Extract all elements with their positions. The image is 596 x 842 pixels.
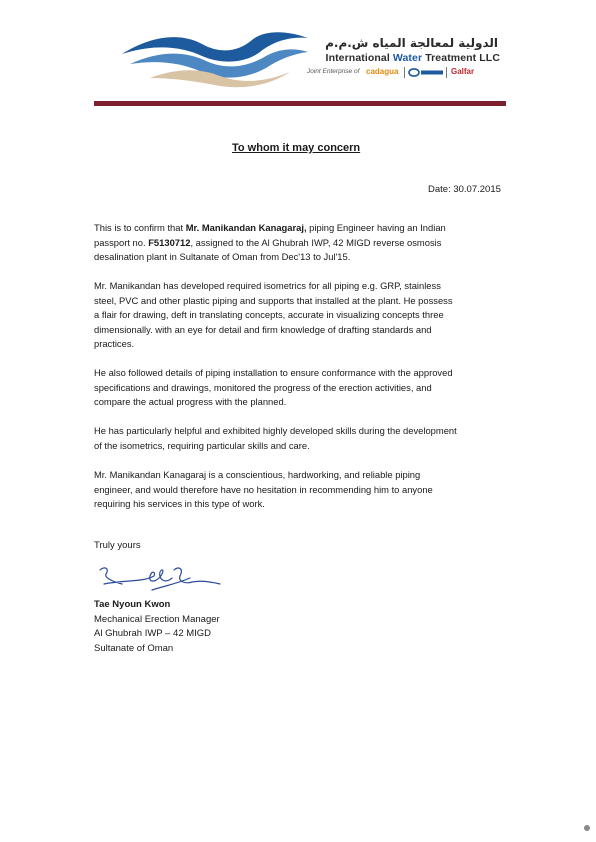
cadagua-logo: cadagua [366,67,399,76]
signatory-project: Al Ghubrah IWP – 42 MIGD [94,628,212,639]
paragraph-line: He also followed details of piping installation to ensure conformance with the approved [94,367,453,378]
passport-number: F5130712 [148,236,191,248]
paragraph-line: of the isometrics, requiring particular skills and care. [94,439,310,451]
paragraph-line: requiring his services in this type of work. [94,498,265,509]
partner-divider [446,67,447,78]
galfar-logo: Galfar [451,67,475,76]
signatory-block [94,598,220,656]
paragraph-isometrics [94,279,518,352]
text-run: This is to confirm that [94,222,186,233]
employee-name: Mr. Manikandan Kanagaraj, [185,222,307,233]
paragraph-installation [94,366,518,410]
paragraph-line: a flair for drawing, deft in translating concepts, accurate in visualizing concepts three [94,309,444,320]
paragraph-line: engineer, and would therefore have no hesitation in recommending him to anyone [94,483,433,495]
company-name-prefix: International [325,52,393,64]
paragraph-line: He has particularly helpful and exhibited highly developed skills during the development [94,425,457,436]
closing-salutation: Truly yours [94,540,141,551]
paragraph-skills [94,424,518,453]
gs-partner-logo [408,68,444,77]
paragraph-line [94,221,518,236]
signatory-name: Tae Nyoun Kwon [94,599,171,610]
scan-dot [584,825,590,831]
paragraph-line: compare the actual progress with the planned. [94,396,287,407]
paragraph-line: desalination plant in Sultanate of Oman from Dec'13 to Jul'15. [94,251,351,262]
letterhead-rule [94,101,506,106]
company-logo-waves [120,26,310,90]
paragraph-line: Mr. Manikandan has developed required isometrics for all piping e.g. GRP, stainless [94,280,441,291]
letter-date: Date: 30.07.2015 [428,184,501,195]
signatory-country: Sultanate of Oman [94,642,174,654]
text-run: , assigned to the Al Ghubrah IWP, 42 MIGD reverse osmosis [190,236,442,248]
letter-title: To whom it may concern [232,142,361,154]
text-run: piping Engineer having an Indian [306,222,446,233]
paragraph-confirmation [94,221,518,265]
paragraph-line: steel, PVC and other plastic piping and supports that installed at the plant. He possess [94,294,453,306]
company-name-water: Water [392,52,423,64]
signatory-position: Mechanical Erection Manager [94,613,220,625]
joint-enterprise-label: Joint Enterprise of [307,68,360,75]
joint-enterprise-line [305,67,500,79]
paragraph-recommendation [94,468,518,512]
company-name [305,52,500,64]
paragraph-line: dimensionally. with an eye for detail and firm knowledge of drafting standards and [94,323,432,335]
paragraph-line: practices. [94,338,135,349]
paragraph-line: specifications and drawings, monitored the progress of the erection activities, and [94,381,432,393]
paragraph-line: Mr. Manikandan Kanagaraj is a conscientious, hardworking, and reliable piping [94,469,421,480]
company-name-arabic: الدولية لمعالجة المياه ش.م.م [325,36,498,50]
paragraph-line [94,236,518,251]
text-run: passport no. [94,236,149,248]
partner-divider [404,67,405,78]
company-name-suffix: Treatment LLC [422,52,500,64]
